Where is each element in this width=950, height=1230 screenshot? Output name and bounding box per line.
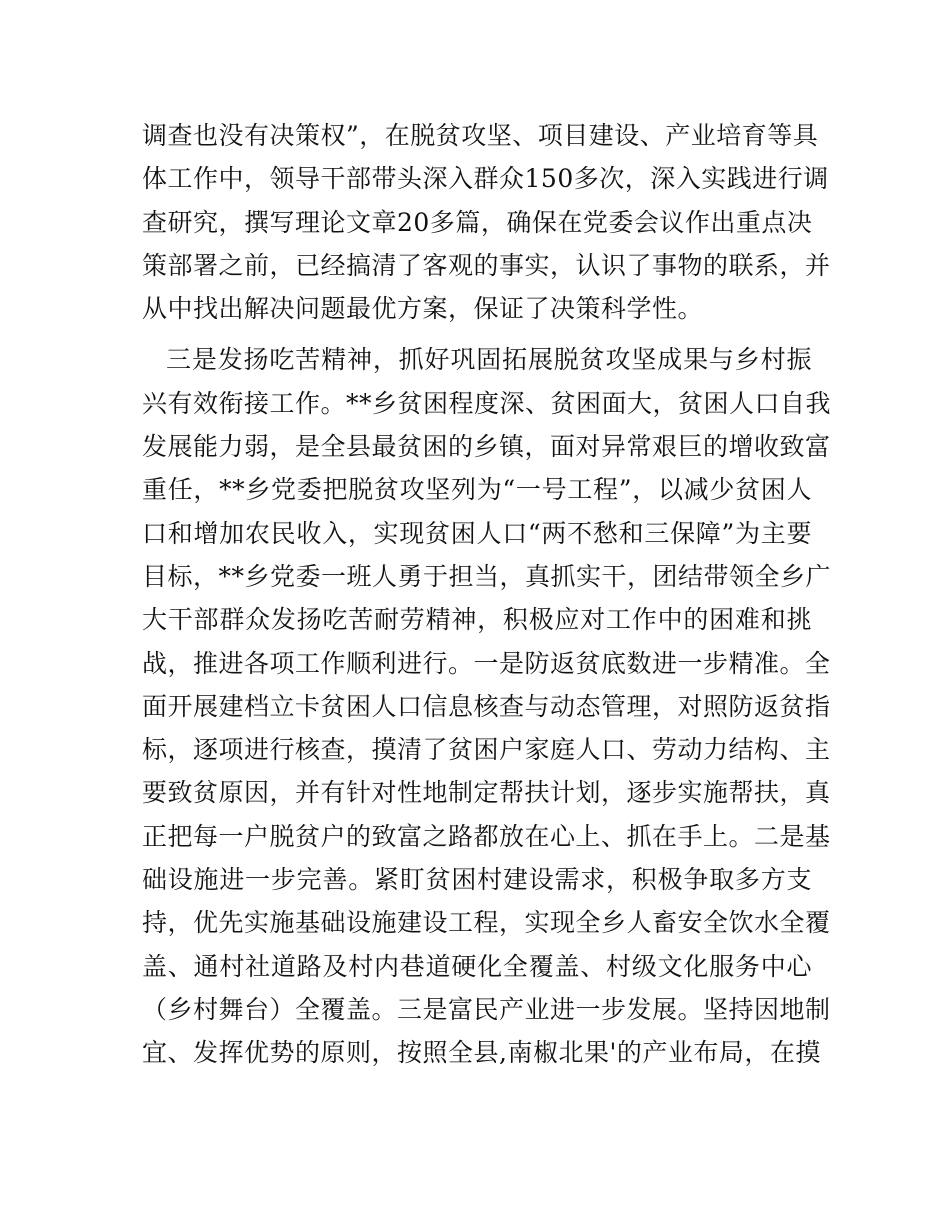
document-body	[142, 114, 832, 1075]
text-line: 持，优先实施基础设施建设工程，实现全乡人畜安全饮水全覆	[142, 908, 831, 938]
paragraph-decision-research	[142, 114, 831, 330]
text-line: 要致贫原因，并有针对性地制定帮扶计划，逐步实施帮扶，真	[142, 778, 831, 808]
text-line: 目标，**乡党委一班人勇于担当，真抓实干，团结带领全乡广	[142, 561, 832, 591]
text-line: 调查也没有决策权”，在脱贫攻坚、项目建设、产业培育等具	[142, 121, 819, 150]
paragraph-poverty-alleviation	[142, 338, 832, 1074]
text-line: （乡村舞台）全覆盖。三是富民产业进一步发展。坚持因地制	[142, 994, 831, 1024]
text-line: 标，逐项进行核查，摸清了贫困户家庭人口、劳动力结构、主	[142, 735, 831, 765]
text-line: 从中找出解决问题最优方案，保证了决策科学性。	[142, 294, 704, 324]
text-line: 大干部群众发扬吃苦耐劳精神，积极应对工作中的困难和挑	[142, 605, 812, 635]
text-line: 查研究，撰写理论文章20多篇，确保在党委会议作出重点决	[142, 207, 813, 237]
text-line: 战，推进各项工作顺利进行。一是防返贫底数进一步精准。全	[142, 648, 831, 678]
text-line: 宜、发挥优势的原则，按照全县,南椒北果'的产业布局，在摸	[142, 1038, 821, 1068]
text-line: 重任，**乡党委把脱贫攻坚列为“一号工程”，以减少贫困人	[142, 475, 812, 505]
text-line: 础设施进一步完善。紧盯贫困村建设需求，积极争取多方支	[142, 865, 812, 895]
text-line: 体工作中，领导干部带头深入群众150多次，深入实践进行调	[142, 164, 829, 194]
text-line: 面开展建档立卡贫困人口信息核查与动态管理，对照防返贫指	[142, 691, 831, 721]
text-line: 兴有效衔接工作。**乡贫困程度深、贫困面大，贫困人口自我	[142, 388, 832, 418]
text-line: 发展能力弱，是全县最贫困的乡镇，面对异常艰巨的增收致富	[142, 432, 831, 462]
text-line: 口和增加农民收入，实现贫困人口“两不愁和三保障”为主要	[142, 518, 812, 548]
text-line: 策部署之前，已经搞清了客观的事实，认识了事物的联系，并	[142, 250, 831, 280]
text-line: 盖、通村社道路及村内巷道硬化全覆盖、村级文化服务中心	[142, 951, 812, 981]
text-line: 三是发扬吃苦精神，抓好巩固拓展脱贫攻坚成果与乡村振	[166, 345, 812, 375]
text-line: 正把每一户脱贫户的致富之路都放在心上、抓在手上。二是基	[142, 821, 831, 851]
